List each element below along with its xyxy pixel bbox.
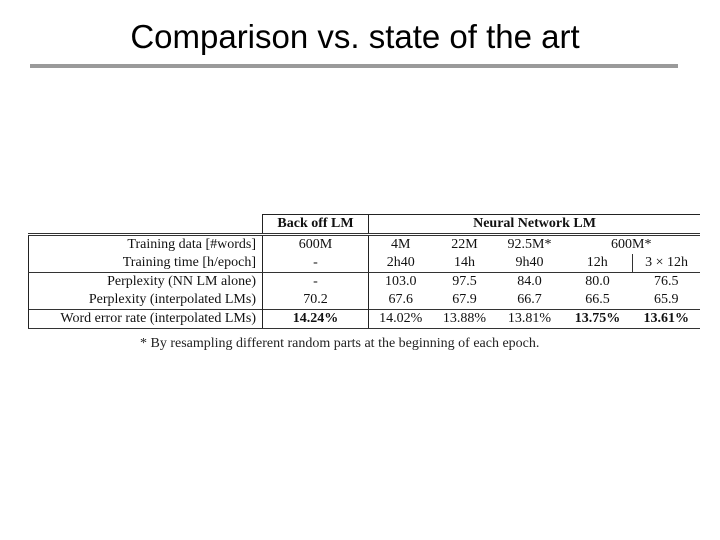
cell-4m: 14.02%	[369, 310, 433, 329]
row-label: Perplexity (NN LM alone)	[29, 273, 263, 292]
cell-92m: 92.5M*	[497, 235, 563, 255]
cell-92m: 9h40	[497, 254, 563, 273]
cell-backoff: -	[263, 273, 369, 292]
slide-title: Comparison vs. state of the art	[130, 18, 580, 55]
cell-4m: 4M	[369, 235, 433, 255]
cell-600m-12h: 80.0	[563, 273, 633, 292]
cell-22m: 67.9	[452, 292, 477, 307]
results-table	[28, 214, 700, 329]
table-row-perplexity-alone	[29, 273, 701, 292]
cell-4m: 67.6	[388, 292, 413, 307]
header-blank-cell	[29, 215, 263, 235]
row-label: Perplexity (interpolated LMs)	[29, 291, 263, 310]
cell-backoff: -	[263, 254, 369, 273]
cell-22m: 97.5	[433, 273, 497, 292]
table-footnote: * By resampling different random parts at the beginning of each epoch.	[140, 336, 540, 351]
table-header-row	[29, 215, 701, 235]
results-table-container	[28, 214, 700, 338]
cell-600m-3x12h: 76.5	[633, 273, 701, 292]
table-row-perplexity-interpolated	[29, 291, 701, 310]
cell-backoff: 600M	[263, 235, 369, 255]
row-label: Training data [#words]	[29, 235, 263, 255]
cell-600m-12h: 13.75%	[563, 310, 633, 329]
header-neural-network-lm: Neural Network LM	[369, 215, 701, 235]
header-backoff-lm: Back off LM	[263, 215, 369, 235]
table-row-word-error-rate	[29, 310, 701, 329]
cell-22m: 13.88%	[433, 310, 497, 329]
cell-backoff: 70.2	[263, 291, 369, 310]
cell-4m: 103.0	[369, 273, 433, 292]
cell-92m: 13.81%	[497, 310, 563, 329]
cell-600m: 600M*	[563, 235, 701, 255]
cell-4m: 2h40	[369, 254, 433, 273]
cell-600m-3x12h: 3 × 12h	[633, 254, 701, 273]
cell-backoff: 14.24%	[263, 310, 369, 329]
cell-600m-3x12h: 13.61%	[633, 310, 701, 329]
row-label: Training time [h/epoch]	[29, 254, 263, 273]
cell-92m: 84.0	[497, 273, 563, 292]
cell-92m: 66.7	[517, 292, 542, 307]
cell-600m-12h: 12h	[563, 254, 633, 273]
row-label: Word error rate (interpolated LMs)	[29, 310, 263, 329]
cell-22m: 14h	[433, 254, 497, 273]
cell-600m-3x12h: 65.9	[633, 291, 701, 310]
table-row-training-time	[29, 254, 701, 273]
cell-22m: 22M	[433, 235, 497, 255]
title-divider	[30, 64, 678, 68]
cell-600m-12h: 66.5	[585, 292, 610, 307]
table-row-training-data	[29, 235, 701, 255]
